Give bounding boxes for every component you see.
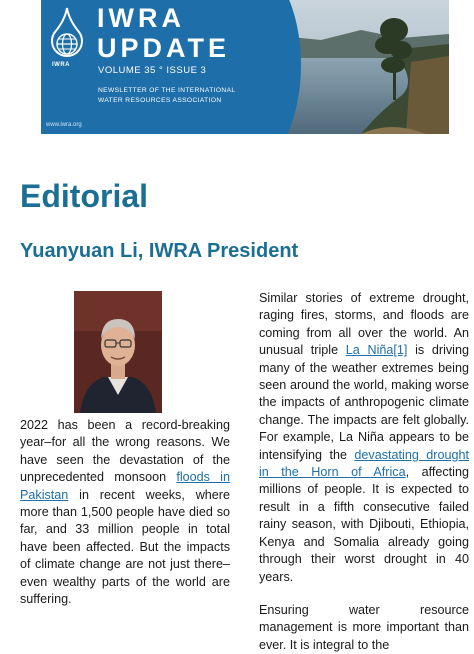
banner-subtitle [98, 86, 248, 106]
banner-title-line2: UPDATE [97, 33, 231, 63]
author-portrait [74, 291, 162, 413]
logo-label: IWRA [52, 62, 70, 68]
banner-title-line1: IWRA [97, 3, 185, 33]
right-column [259, 290, 469, 654]
right-p1-text-a: Similar stories of extreme drought, raging fires, storms, and floods are coming from all over the world. An unusual triple [259, 291, 469, 358]
floods-in-pakistan-link[interactable]: floods in Pakistan [20, 470, 230, 502]
right-paragraph-2: Ensuring water resource management is more important than ever. It is integral to the [259, 602, 469, 652]
left-p1-text-a: 2022 has been a record-breaking year–for all the wrong reasons. We have seen the devastation of the unprecedented monsoon [20, 418, 230, 485]
right-p1-text-c: , affecting millions of people. It is expected to result in a fifth consecutive failed rainy season, with Djibouti, Ethiopia, Kenya and Somalia already going through their worst drought in 40 years. [259, 465, 469, 584]
article-byline: Yuanyuan Li, IWRA President [20, 240, 299, 262]
iwra-globe-drop-icon [47, 6, 87, 70]
right-p1-text-b: is driving many of the weather extremes being seen around the world, making worse the impacts of anthropogenic climate change. The impacts are felt globally. For example, La Niña appears to be intensifying the [259, 343, 469, 462]
la-nina-footnote-link[interactable]: La Niña[1] [345, 343, 408, 358]
newsletter-banner [41, 0, 449, 134]
left-column [20, 417, 230, 608]
banner-subtitle-line2: WATER RESOURCES ASSOCIATION [98, 97, 222, 104]
website-url[interactable]: www.iwra.org [46, 122, 82, 128]
left-paragraph [20, 417, 230, 608]
right-paragraph-1 [259, 290, 469, 586]
banner-curve [191, 0, 301, 134]
left-p1-text-b: in recent weeks, where more than 1,500 people have died so far, and 33 million people in total have been affected. But the impacts of climate change are not just there–even wealthy parts of the world are suffering. [20, 487, 230, 607]
volume-issue: VOLUME 35 ° ISSUE 3 [98, 65, 207, 76]
horn-of-africa-drought-link[interactable]: devastating drought in the Horn of Africa [259, 447, 469, 480]
banner-subtitle-line1: NEWSLETTER OF THE INTERNATIONAL [98, 87, 236, 94]
article-heading: Editorial [20, 178, 149, 214]
